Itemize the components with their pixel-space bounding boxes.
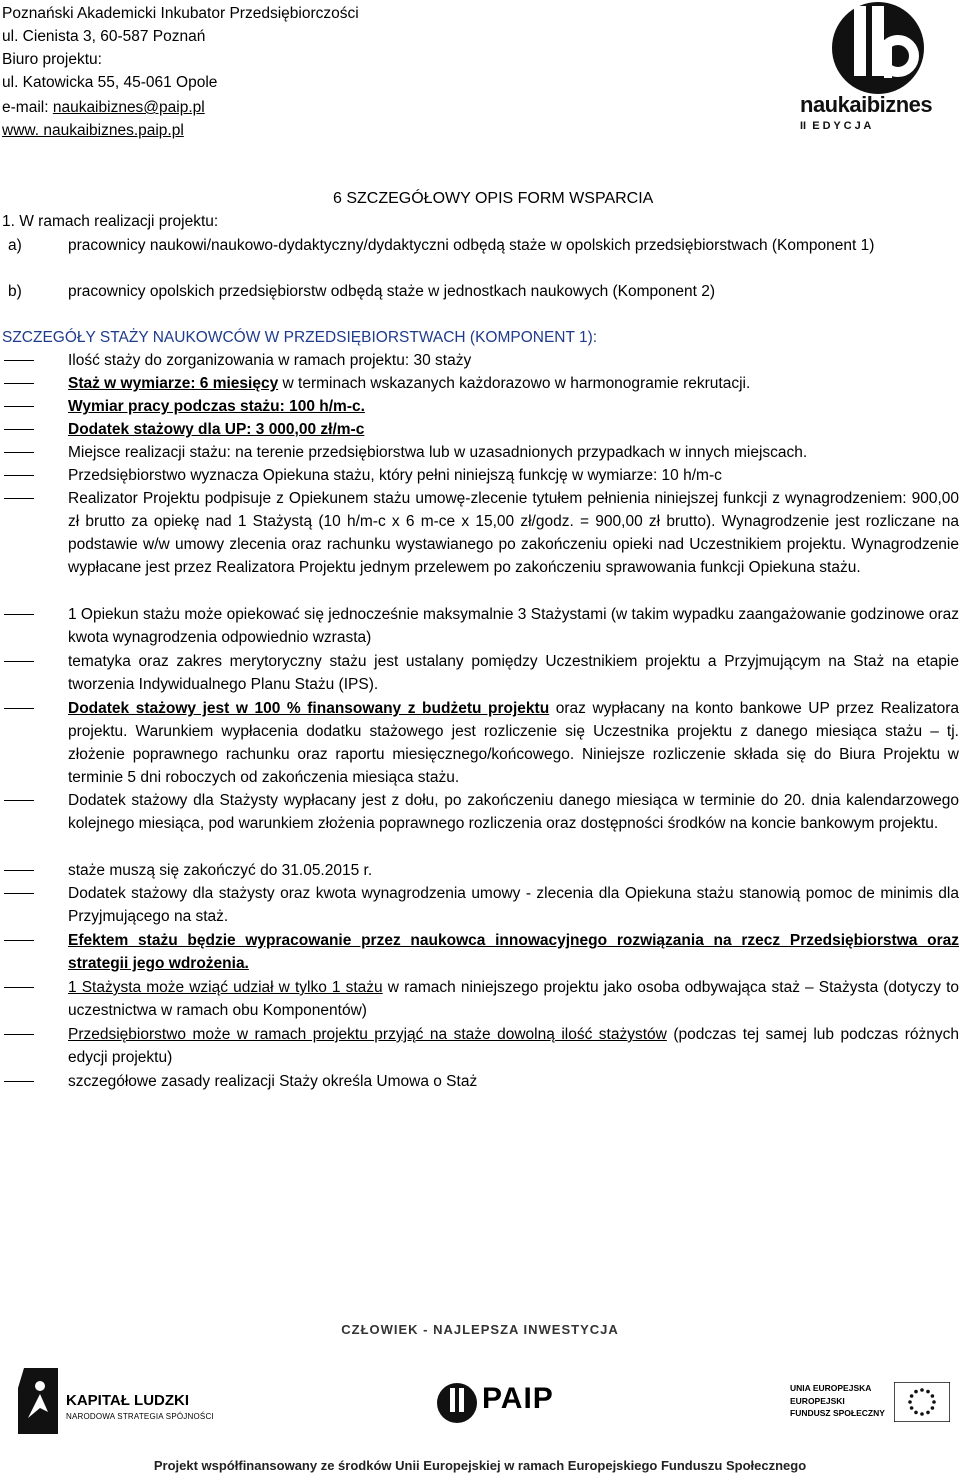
email-link[interactable]: naukaibiznes@paip.pl [52,99,205,116]
bullet-dash [4,800,34,801]
kapital-ludzki-icon [18,1368,58,1434]
nb-logo-icon [796,0,956,100]
list-item: szczegółowe zasady realizacji Staży określa Umowa o Staż [68,1073,478,1090]
list-item: Dodatek stażowy jest w 100 % finansowany z budżetu projektu oraz wypłacany na konto bankowe UP przez Realizatora projektu. Warunkiem wypłacenia dodatku stażowego jest rozliczenie się Uczestnika projektu z danego miesiąca stażu – tj. złożenie poprawnego rachunku oraz raportu miesięcznego/końcowego. Niniejsze rozliczenie składa się do Biura Projektu w terminie 5 dni roboczych od zakończenia miesiąca stażu. [68,700,960,786]
project-office-address: ul. Katowicka 55, 45-061 Opole [2,74,218,91]
item-b-text: pracownicy opolskich przedsiębiorstw odbędą staże w jednostkach naukowych (Komponent 2) [68,283,716,300]
paip-icon [436,1382,478,1424]
bullet-dash [4,893,34,894]
list-item: 1 Opiekun stażu może opiekować się jednocześnie maksymalnie 3 Stażystami (w takim wypadku zaangażowanie godzinowe oraz kwota wynagrodzenia odpowiednio wzrasta) [68,606,959,646]
list-item: Przedsiębiorstwo wyznacza Opiekuna stażu, który pełni niniejszą funkcję w wymiarze: 10 h/m-c [68,467,722,484]
project-office-label: Biuro projektu: [2,51,102,68]
logo-wordmark: naukaibiznes [800,92,933,117]
details-heading: SZCZEGÓŁY STAŻY NAUKOWCÓW W PRZEDSIĘBIORSTWACH (KOMPONENT 1): [2,329,598,346]
bullet-dash [4,383,34,384]
list-item: staże muszą się zakończyć do 31.05.2015 r. [68,862,373,879]
list-item: Realizator Projektu podpisuje z Opiekunem stażu umowę-zlecenie tytułem pełnienia niniejszej funkcji z wynagrodzeniem: 900,00 zł brutto za opiekę nad 1 Stażystą (10 h/m-c x 6 m-ce x 15,00 zł/godz. = 900,00 zł brutto). Wynagrodzenie jest rozliczane na podstawie w/w umowy zlecenia oraz rachunku wystawianego po zakończeniu opieki nad Uczestnikiem projektu. Wynagrodzenie wypłacane jest przez Realizatora Projektu jednym przelewem po zakończeniu sprawowania funkcji Opiekuna stażu. [68,490,959,576]
org-address: ul. Cienista 3, 60-587 Poznań [2,28,206,45]
section-title: 6 SZCZEGÓŁOWY OPIS FORM WSPARCIA [333,190,654,207]
paip-logo [436,1380,566,1428]
bullet-dash [4,475,34,476]
bullet-dash [4,708,34,709]
eu-line1: UNIA EUROPEJSKA [790,1383,872,1393]
list-item: Staż w wymiarze: 6 miesięcy w terminach wskazanych każdorazowo w harmonogramie rekrutacji. [68,375,751,392]
list-item: tematyka oraz zakres merytoryczny stażu jest ustalany pomiędzy Uczestnikiem projektu a Przyjmującym na Staż na etapie tworzenia Indywidualnego Planu Stażu (IPS). [68,653,959,693]
org-name: Poznański Akademicki Inkubator Przedsiębiorczości [2,5,359,22]
bullet-dash [4,987,34,988]
list-item: Dodatek stażowy dla stażysty oraz kwota wynagrodzenia umowy - zlecenia dla Opiekuna stażu stanowią pomoc de minimis dla Przyjmującego na staż. [68,885,959,925]
paip-wordmark: PAIP [482,1382,554,1415]
item-b-label: b) [8,283,22,300]
bullet-dash [4,360,34,361]
list-item: Ilość staży do zorganizowania w ramach projektu: 30 staży [68,352,472,369]
logo-edition: II E D Y C J A [800,120,872,132]
eu-logo [790,1382,955,1428]
website-link[interactable]: www. naukaibiznes.paip.pl [2,122,184,139]
bullet-dash [4,406,34,407]
bullet-dash [4,452,34,453]
section-intro: 1. W ramach realizacji projektu: [2,213,219,230]
list-item: Efektem stażu będzie wypracowanie przez naukowca innowacyjnego rozwiązania na rzecz Przedsiębiorstwa oraz strategii jego wdrożenia. [68,932,959,972]
bullet-dash [4,1034,34,1035]
eu-line3: FUNDUSZ SPOŁECZNY [790,1408,885,1418]
item-a-label: a) [8,237,22,254]
email-line [2,96,205,119]
naukaibiznes-logo [796,0,956,142]
footer-slogan: CZŁOWIEK - NAJLEPSZA INWESTYCJA [341,1322,619,1337]
bullet-dash [4,614,34,615]
bullet-dash [4,429,34,430]
list-item: Przedsiębiorstwo może w ramach projektu przyjąć na staże dowolną ilość stażystów (podczas tej samej lub podczas różnych edycji projektu) [68,1026,959,1066]
bullet-dash [4,940,34,941]
bullet-dash [4,1081,34,1082]
list-item: Wymiar pracy podczas stażu: 100 h/m-c. [68,398,365,415]
bullet-dash [4,870,34,871]
kapital-ludzki-logo [18,1368,268,1438]
footer-cofinancing: Projekt współfinansowany ze środków Unii Europejskiej w ramach Europejskiego Funduszu Społecznego [153,1458,807,1473]
list-item: 1 Stażysta może wziąć udział w tylko 1 stażu w ramach niniejszego projektu jako osoba odbywająca staż – Stażysta (dotyczy to uczestnictwa w ramach obu Komponentów) [68,979,960,1019]
list-item: Dodatek stażowy dla Stażysty wypłacany jest z dołu, po zakończeniu danego miesiąca w terminie do 20. dnia kalendarzowego kolejnego miesiąca, pod warunkiem złożenia poprawnego rozliczenia oraz dostępności środków na koncie bankowym projektu. [68,792,959,832]
list-item: Miejsce realizacji stażu: na terenie przedsiębiorstwa lub w uzasadnionych przypadkach w innych miejscach. [68,444,808,461]
eu-flag-icon [894,1382,950,1422]
email-label: e-mail: [2,99,53,116]
kl-title: KAPITAŁ LUDZKI [66,1392,190,1409]
bullet-dash [4,661,34,662]
eu-line2: EUROPEJSKI [790,1396,845,1406]
kl-subtitle: NARODOWA STRATEGIA SPÓJNOŚCI [66,1412,214,1421]
list-item: Dodatek stażowy dla UP: 3 000,00 zł/m-c [68,421,365,438]
bullet-dash [4,498,34,499]
item-a-text: pracownicy naukowi/naukowo-dydaktyczny/dydaktyczni odbędą staże w opolskich przedsiębiorstwach (Komponent 1) [68,237,875,254]
